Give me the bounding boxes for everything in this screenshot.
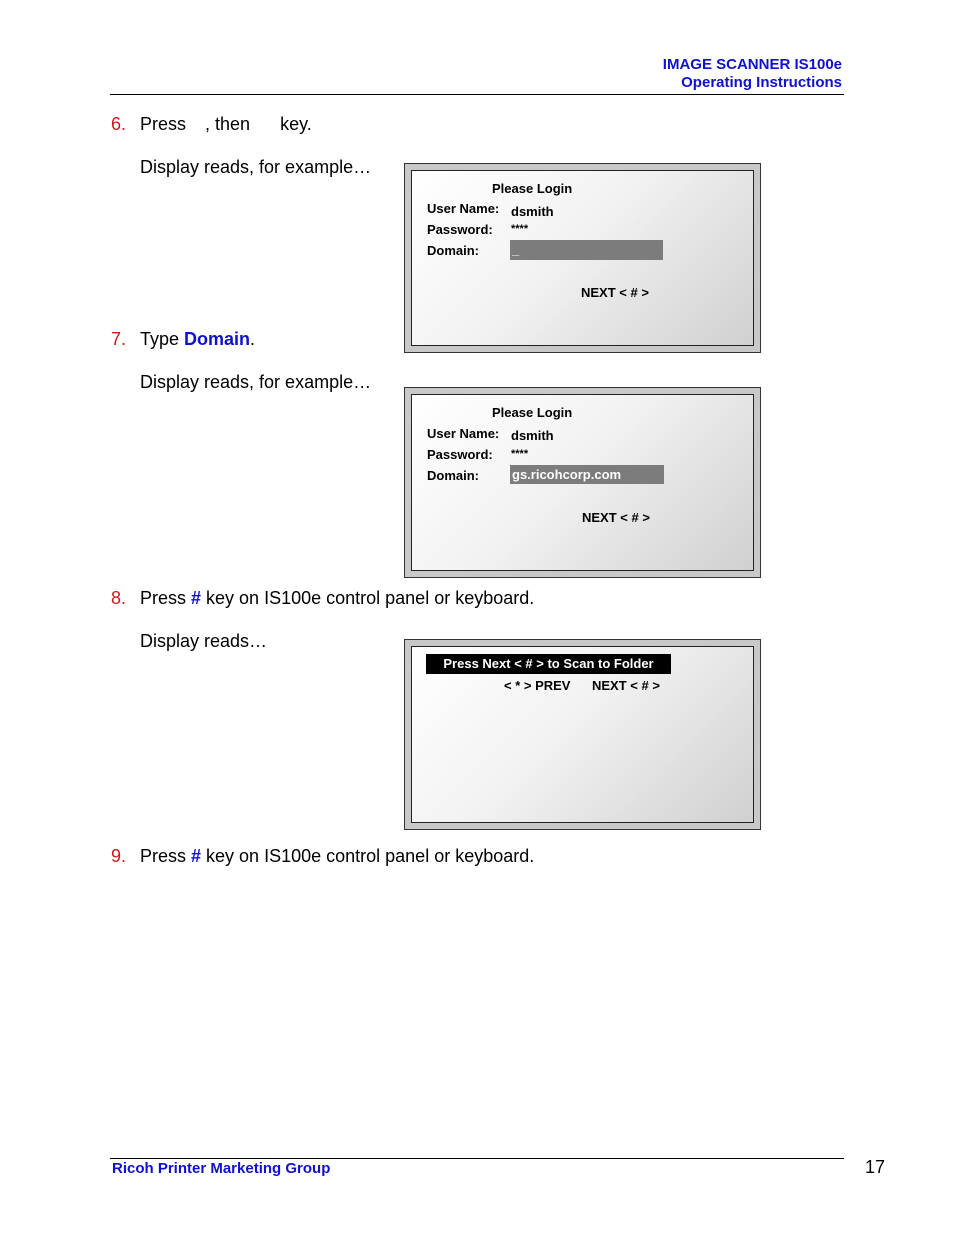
- step-7-text: [140, 329, 255, 350]
- step-9-suffix: key on IS100e control panel or keyboard.: [201, 846, 535, 866]
- prev-option: < * > PREV: [504, 678, 571, 693]
- domain-label: Domain:: [427, 243, 479, 258]
- step-6-note: Display reads, for example…: [140, 157, 372, 177]
- user-name-value: dsmith: [511, 204, 554, 219]
- domain-input[interactable]: gs.ricohcorp.com: [510, 465, 664, 484]
- domain-input[interactable]: _: [510, 240, 663, 260]
- document-title: IMAGE SCANNER IS100e: [662, 56, 842, 73]
- domain-label: Domain:: [427, 468, 479, 483]
- user-name-value: dsmith: [511, 428, 554, 443]
- step-9-text: [140, 846, 534, 867]
- user-name-label: User Name:: [427, 426, 500, 441]
- page-number: 17: [865, 1157, 886, 1177]
- step-9-key: #: [191, 846, 202, 866]
- step-7-suffix: .: [250, 329, 256, 349]
- lcd-screen-login-domain: [404, 387, 761, 578]
- lcd-title: Please Login: [492, 405, 573, 420]
- step-9-prefix: Press: [140, 846, 192, 866]
- step-6-part-2: , then: [205, 114, 256, 134]
- lcd-display: [411, 170, 754, 346]
- user-name-label: User Name:: [427, 201, 500, 216]
- footer-rule: [110, 1158, 844, 1159]
- lcd-screen-scan-to-folder: [404, 639, 761, 830]
- step-6-text: [140, 114, 312, 135]
- step-8-note: Display reads…: [140, 631, 268, 651]
- step-7-keyword: Domain: [184, 329, 251, 349]
- lcd-title: Please Login: [492, 181, 573, 196]
- password-value: ****: [511, 223, 529, 235]
- password-value: ****: [511, 448, 529, 460]
- next-option: NEXT < # >: [582, 510, 650, 525]
- password-label: Password:: [427, 222, 493, 237]
- step-8-number: 8.: [111, 588, 127, 608]
- step-7-note: Display reads, for example…: [140, 372, 372, 392]
- step-7-number: 7.: [111, 329, 127, 349]
- step-6-number: 6.: [111, 114, 127, 134]
- footer-organization: Ricoh Printer Marketing Group: [112, 1160, 331, 1177]
- document-subtitle: Operating Instructions: [681, 74, 842, 91]
- next-option: NEXT < # >: [592, 678, 660, 693]
- step-6-part-3: key.: [275, 114, 312, 134]
- lcd-display: [411, 394, 754, 571]
- step-8-suffix: key on IS100e control panel or keyboard.: [201, 588, 535, 608]
- password-label: Password:: [427, 447, 493, 462]
- scan-banner: Press Next < # > to Scan to Folder: [426, 654, 671, 674]
- lcd-display: [411, 646, 754, 823]
- lcd-screen-login-empty: [404, 163, 761, 353]
- step-8-prefix: Press: [140, 588, 192, 608]
- next-option: NEXT < # >: [581, 285, 649, 300]
- step-8-key: #: [191, 588, 202, 608]
- header-rule: [110, 94, 844, 95]
- step-8-text: [140, 588, 534, 609]
- step-6-part-1: Press: [140, 114, 192, 134]
- step-9-number: 9.: [111, 846, 127, 866]
- step-7-prefix: Type: [140, 329, 185, 349]
